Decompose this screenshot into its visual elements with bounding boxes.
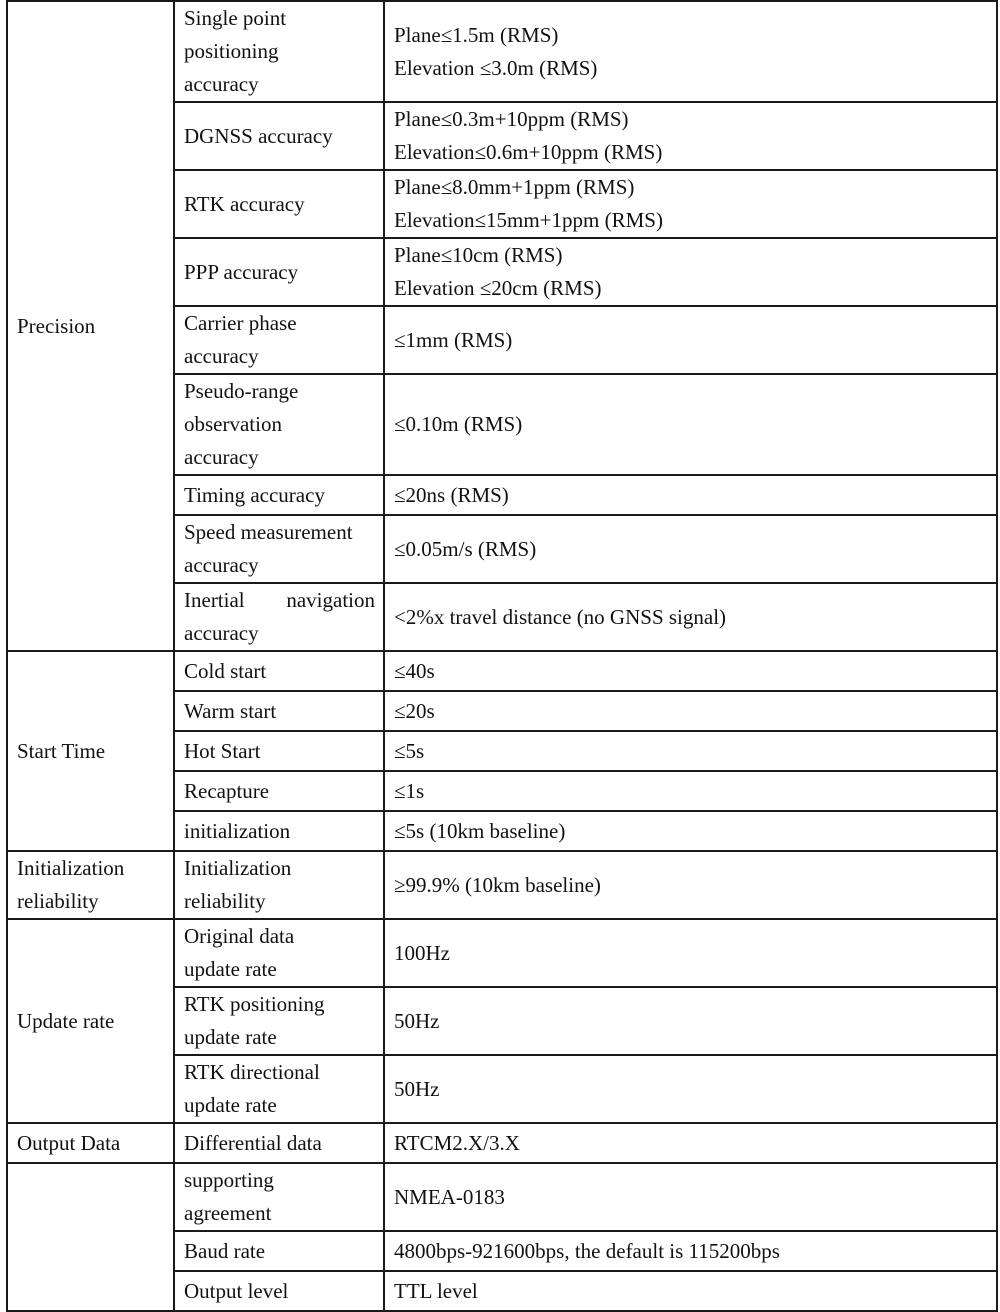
- value-cell: [384, 1123, 997, 1163]
- value-text: ≤1s: [394, 778, 425, 803]
- value-text: ≤20ns (RMS): [394, 482, 509, 507]
- spec-table-body: [7, 1, 997, 1311]
- parameter-text: Hot Start: [184, 738, 261, 763]
- value-cell: [384, 1231, 997, 1271]
- parameter-text: Pseudo-range: [184, 379, 299, 403]
- value-text: RTCM2.X/3.X: [394, 1130, 520, 1155]
- parameter-text: accuracy: [184, 621, 259, 645]
- parameter-cell: [174, 515, 384, 583]
- value-cell: [384, 515, 997, 583]
- table-row: [7, 919, 997, 987]
- category-cell: Update rate: [7, 919, 174, 1123]
- parameter-cell: [174, 851, 384, 919]
- value-cell: [384, 851, 997, 919]
- parameter-text: accuracy: [184, 344, 259, 368]
- category-cell: Initialization reliability: [7, 851, 174, 919]
- value-text: Plane≤0.3m+10ppm (RMS): [394, 107, 629, 131]
- parameter-text: observation: [184, 412, 282, 436]
- value-cell: [384, 691, 997, 731]
- parameter-text: RTK positioning: [184, 992, 325, 1016]
- value-text: Elevation ≤20cm (RMS): [394, 276, 602, 300]
- parameter-text: supporting: [184, 1168, 274, 1192]
- value-text: Elevation≤15mm+1ppm (RMS): [394, 208, 663, 232]
- parameter-cell: [174, 691, 384, 731]
- value-text: TTL level: [394, 1278, 478, 1303]
- value-text: ≥99.9% (10km baseline): [394, 872, 601, 897]
- value-cell: [384, 651, 997, 691]
- parameter-text: Cold start: [184, 658, 267, 683]
- spec-table: [6, 0, 998, 1312]
- parameter-text: accuracy: [184, 72, 259, 96]
- parameter-text: accuracy: [184, 553, 259, 577]
- value-text: 100Hz: [394, 940, 450, 965]
- parameter-cell: [174, 475, 384, 515]
- parameter-cell: [174, 170, 384, 238]
- parameter-text: update rate: [184, 957, 277, 981]
- parameter-cell: [174, 1271, 384, 1311]
- value-text: ≤1mm (RMS): [394, 327, 513, 352]
- value-text: NMEA-0183: [394, 1184, 505, 1209]
- value-cell: [384, 475, 997, 515]
- parameter-cell: [174, 1, 384, 102]
- value-cell: [384, 170, 997, 238]
- parameter-text: Carrier phase: [184, 311, 297, 335]
- parameter-text: update rate: [184, 1093, 277, 1117]
- value-cell: [384, 238, 997, 306]
- value-text: 50Hz: [394, 1076, 440, 1101]
- value-text: Elevation ≤3.0m (RMS): [394, 55, 598, 80]
- value-text: Plane≤8.0mm+1ppm (RMS): [394, 175, 635, 199]
- parameter-text: Speed measurement: [184, 520, 353, 544]
- value-text: ≤20s: [394, 698, 435, 723]
- value-cell: [384, 374, 997, 475]
- value-text: Elevation≤0.6m+10ppm (RMS): [394, 140, 663, 164]
- value-text: ≤40s: [394, 658, 435, 683]
- value-cell: [384, 102, 997, 170]
- parameter-text: initialization: [184, 818, 291, 843]
- parameter-cell: [174, 1231, 384, 1271]
- value-cell: [384, 583, 997, 651]
- parameter-text: Initialization: [184, 856, 292, 880]
- value-cell: [384, 987, 997, 1055]
- table-row: [7, 1, 997, 102]
- parameter-text: Output level: [184, 1278, 289, 1303]
- value-text: <2%x travel distance (no GNSS signal): [394, 604, 727, 629]
- category-cell: Precision: [7, 1, 174, 651]
- value-cell: [384, 306, 997, 374]
- parameter-cell: [174, 1055, 384, 1123]
- value-text: Plane≤10cm (RMS): [394, 243, 563, 267]
- value-text: 4800bps-921600bps, the default is 115200bps: [394, 1238, 780, 1263]
- parameter-cell: [174, 731, 384, 771]
- parameter-cell: [174, 583, 384, 651]
- value-text: ≤0.05m/s (RMS): [394, 536, 537, 561]
- parameter-cell: [174, 987, 384, 1055]
- table-row: [7, 651, 997, 691]
- value-cell: [384, 1, 997, 102]
- category-cell: [7, 1163, 174, 1311]
- parameter-cell: [174, 1123, 384, 1163]
- value-cell: [384, 731, 997, 771]
- parameter-text: Single point: [184, 6, 287, 30]
- parameter-cell: [174, 651, 384, 691]
- parameter-text: Recapture: [184, 778, 270, 803]
- parameter-text: PPP accuracy: [184, 259, 299, 284]
- value-cell: [384, 919, 997, 987]
- category-cell: Start Time: [7, 651, 174, 851]
- value-cell: [384, 1055, 997, 1123]
- category-cell: Output Data: [7, 1123, 174, 1163]
- parameter-text: Differential data: [184, 1130, 322, 1155]
- table-row: [7, 1123, 997, 1163]
- value-text: ≤0.10m (RMS): [394, 412, 523, 436]
- value-text: ≤5s (10km baseline): [394, 818, 566, 843]
- parameter-text: reliability: [184, 889, 266, 913]
- parameter-text: agreement: [184, 1201, 272, 1225]
- value-text: 50Hz: [394, 1008, 440, 1033]
- parameter-cell: [174, 919, 384, 987]
- parameter-cell: [174, 1163, 384, 1231]
- table-row: [7, 851, 997, 919]
- value-text: ≤5s: [394, 738, 425, 763]
- value-text: Plane≤1.5m (RMS): [394, 22, 559, 47]
- parameter-text: Baud rate: [184, 1238, 266, 1263]
- parameter-text: positioning: [184, 39, 279, 63]
- parameter-text: Warm start: [184, 698, 277, 723]
- parameter-cell: [174, 771, 384, 811]
- parameter-text: RTK accuracy: [184, 191, 305, 216]
- parameter-text: Timing accuracy: [184, 482, 325, 507]
- value-cell: [384, 811, 997, 851]
- parameter-text: accuracy: [184, 445, 259, 469]
- value-cell: [384, 771, 997, 811]
- parameter-cell: [174, 306, 384, 374]
- parameter-cell: [174, 374, 384, 475]
- parameter-cell: [174, 102, 384, 170]
- parameter-cell: [174, 238, 384, 306]
- parameter-text: Original data: [184, 924, 295, 948]
- parameter-text: update rate: [184, 1025, 277, 1049]
- value-cell: [384, 1163, 997, 1231]
- parameter-text: RTK directional: [184, 1060, 320, 1084]
- parameter-text: DGNSS accuracy: [184, 123, 333, 148]
- value-cell: [384, 1271, 997, 1311]
- table-row: [7, 1163, 997, 1231]
- parameter-cell: [174, 811, 384, 851]
- parameter-text: Inertial navigation: [184, 588, 375, 612]
